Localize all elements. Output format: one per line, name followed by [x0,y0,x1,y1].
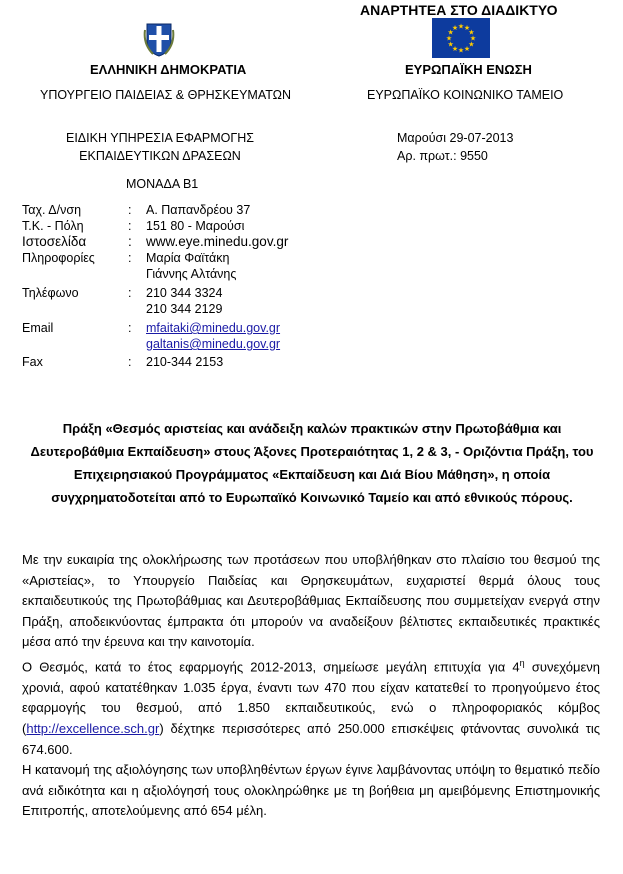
body-paragraph-3: Η κατανομή της αξιολόγησης των υποβληθέντων έργων έγινε λαμβάνοντας υπόψη το θεματικό πεδίο ανά ειδικότητα και η αξιολόγησή τους ολοκληρώθηκε με τη βοήθεια μη αμειβόμενης Επιστημονικής Επιτροπής, αποτελούμενης από 654 μέλη. [22,762,600,819]
eu-star-icon: ★ [463,45,471,53]
protocol-number: Αρ. πρωτ.: 9550 [397,149,488,163]
eu-star-icon: ★ [451,25,459,33]
fax-label: Fax [22,355,43,369]
document-body [22,550,600,822]
body-paragraph-2 [22,653,600,760]
eu-star-icon: ★ [447,41,454,49]
colon: : [128,321,132,335]
zip-value: 151 80 - Μαρούσι [146,219,245,233]
web-label: Ιστοσελίδα [22,234,87,249]
colon: : [128,355,132,369]
phone-value-1: 210 344 3324 [146,286,223,300]
agency-line1: ΕΙΔΙΚΗ ΥΠΗΡΕΣΙΑ ΕΦΑΡΜΟΓΗΣ [65,131,255,145]
fax-value: 210-344 2153 [146,355,224,369]
colon: : [128,251,132,265]
excellence-link[interactable]: http://excellence.sch.gr [26,721,160,737]
document-title: Πράξη «Θεσμός αριστείας και ανάδειξη καλών πρακτικών στην Πρωτοβάθμια και Δευτεροβάθμια Εκπαίδευση» στους Άξονες Προτεραιότητας 1, 2 & 3, - Οριζόντια Πράξη, του Επιχειρησιακού Προγράμματος «Εκπαίδευση και Διά Βίου Μάθηση», η οποία συγχρηματοδοτείται από το Ευρωπαϊκό Κοινωνικό Ταμείο και από εθνικούς πόρους. [30,421,594,505]
eu-flag-icon [432,18,490,58]
colon: : [128,203,132,217]
eu-star-icon: ★ [469,35,477,43]
address-value: Α. Παπανδρέου 37 [146,203,251,217]
esf-name: ΕΥΡΩΠΑΪΚΟ ΚΟΙΝΩΝΙΚΟ ΤΑΜΕΙΟ [367,88,564,102]
body-paragraph-2-part-a: Ο Θεσμός, κατά το έτος εφαρμογής 2012-2013, σημείωσε μεγάλη επιτυχία για 4 [22,659,520,675]
body-paragraph-2-part-c: ) δέχτηκε περισσότερες από 250.000 επισκέψεις φτάνοντας συνολικά τις 674.600. [22,721,600,757]
web-value: www.eye.minedu.gov.gr [146,234,289,249]
info-label: Πληροφορίες [22,251,95,265]
eu-star-icon: ★ [457,47,465,55]
phone-value-2: 210 344 2129 [146,302,223,316]
colon: : [128,234,132,249]
eu-star-icon: ★ [468,41,475,49]
unit-name: ΜΟΝΑΔΑ Β1 [126,177,199,191]
email-label: Email [22,321,54,335]
european-union-heading: ΕΥΡΩΠΑΪΚΗ ΕΝΩΣΗ [405,62,532,77]
email-link-1[interactable]: mfaitaki@minedu.gov.gr [146,321,281,335]
info-value-2: Γιάννης Αλτάνης [146,267,237,281]
address-label: Ταχ. Δ/νση [22,203,82,217]
ordinal-superscript: η [519,657,525,668]
eu-star-icon: ★ [457,23,465,31]
document-date: Μαρούσι 29-07-2013 [397,131,514,145]
eu-star-icon: ★ [451,45,459,53]
publish-notice: ΑΝΑΡΤΗΤΕΑ ΣΤΟ ΔΙΑΔΙΚΤΥΟ [360,2,558,18]
eu-star-icon: ★ [468,29,475,37]
agency-line2: ΕΚΠΑΙΔΕΥΤΙΚΩΝ ΔΡΑΣΕΩΝ [79,149,241,163]
eu-star-icon: ★ [463,25,471,33]
contact-block [22,202,288,370]
zip-label: Τ.Κ. - Πόλη [22,219,84,233]
ministry-name: ΥΠΟΥΡΓΕΙΟ ΠΑΙΔΕΙΑΣ & ΘΡΗΣΚΕΥΜΑΤΩΝ [40,88,292,102]
colon: : [128,219,132,233]
phone-label: Τηλέφωνο [22,286,79,300]
email-link-2[interactable]: galtanis@minedu.gov.gr [146,337,281,351]
eu-star-icon: ★ [445,35,453,43]
info-value-1: Μαρία Φαϊτάκη [146,251,230,265]
hellenic-republic-heading: ΕΛΛΗΝΙΚΗ ΔΗΜΟΚΡΑΤΙΑ [90,62,247,77]
colon: : [128,286,132,300]
greek-emblem-icon [143,20,175,58]
eu-star-icon: ★ [447,29,454,37]
body-paragraph-2-part-b: συνεχόμενη χρονιά, αφού κατατέθηκαν 1.035 έργα, έναντι των 470 που είχαν κατατεθεί το προηγούμενο έτος εφαρμογής του θεσμού, από 1.850 εκπαιδευτικούς, ενώ ο πληροφοριακός κόμβος ( [22,659,600,737]
body-paragraph-1: Με την ευκαιρία της ολοκλήρωσης των προτάσεων που υποβλήθηκαν στο πλαίσιο του θεσμού της «Αριστείας», το Υπουργείο Παιδείας και Θρησκευμάτων, ευχαριστεί θερμά όλους τους εκπαιδευτικούς της Πρωτοβάθμιας και Δευτεροβάθμιας Εκπαίδευσης που συμμετείχαν ενεργά στην Πράξη, αποδεικνύοντας έμπρακτα ότι μπορούν να αναδείξουν βέλτιστες εκπαιδευτικές πρακτικές μέσα από την έρευνα και την καινοτομία. [22,552,600,650]
